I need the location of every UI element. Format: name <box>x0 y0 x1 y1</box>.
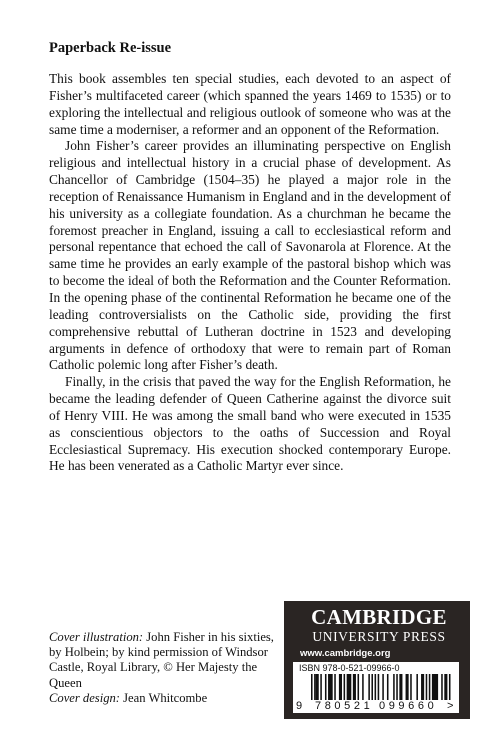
barcode-bar <box>375 674 377 700</box>
heading: Paperback Re-issue <box>49 40 172 56</box>
cover-credits <box>49 630 275 706</box>
barcode-bar <box>311 674 313 700</box>
paragraph-finally: Finally, in the crisis that paved the way for the English Reformation, he became the leading defender of Queen Catherine against the divorce suit of Henry VIII. He was among the small band who were executed in 1535 as conscientious objectors to the oaths of Succession and Royal Ecclesiastical Supremacy. His execution shocked contemporary Europe. He has been venerated as a Catholic Martyr ever since. <box>49 374 451 474</box>
barcode-bar <box>396 674 398 700</box>
barcode-digits-left: 780521 <box>315 700 374 712</box>
cover-illustration-label: Cover illustration: <box>49 630 144 644</box>
barcode-arrow: > <box>447 700 454 712</box>
cover-illustration-text: John Fisher in his sixties, by Holbein; by kind permission of Windsor Castle, Royal Library, © Her Majesty the Queen <box>49 630 274 690</box>
isbn-text: ISBN 978-0-521-09966-0 <box>299 663 400 673</box>
cover-illustration-credit <box>49 630 275 691</box>
barcode-bar <box>426 674 428 700</box>
barcode-bar <box>371 674 373 700</box>
barcode-bar <box>432 674 438 700</box>
barcode-bar <box>316 674 319 700</box>
barcode-bar <box>421 674 424 700</box>
barcode-bar <box>368 674 370 700</box>
barcode-bar <box>382 674 384 700</box>
paragraph-career: John Fisher’s career provides an illuminating perspective on English religious and intellectual history in a crucial phase of development. As Chancellor of Cambridge (1504–35) he played a major role in the reception of Renaissance Humanism in England and in the development of his university as a collegiate foundation. As a churchman he became the foremost preacher in England, issuing a call to ecclesiastical reform and personal repentance that echoed the call of Savonarola at Florence. At the same time he provides an early example of the pastoral bishop which was to become the ideal of both the Reformation and the Counter Reformation. In the opening phase of the continental Reformation he became one of the leading controversialists on the Catholic side, providing the first comprehensive rebuttal of Lutheran doctrine in 1523 and developing arguments in defence of orthodoxy that were to remain part of Roman Catholic polemic long after Fisher’s death. <box>49 138 451 373</box>
barcode-bar <box>325 674 327 700</box>
paragraph-intro: This book assembles ten special studies, each devoted to an aspect of Fisher’s multifaceted career (which spanned the years 1469 to 1535) or to exploring the intellectual and religious outlook of someone who was at the same time a moderniser, a reformer and an opponent of the Reformation. <box>49 71 451 137</box>
barcode-bar <box>399 674 402 700</box>
publisher-box <box>284 601 470 719</box>
barcode-bar <box>393 674 395 700</box>
barcode-area <box>293 662 459 713</box>
barcode-bar <box>387 674 389 700</box>
barcode-bar <box>334 674 336 700</box>
blurb <box>49 71 451 475</box>
cover-design-text: Jean Whitcombe <box>120 690 208 705</box>
publisher-name: CAMBRIDGE <box>311 605 447 629</box>
barcode-bar <box>429 674 431 700</box>
barcode-bar <box>410 674 412 700</box>
barcode-bar <box>358 674 360 700</box>
cover-design-label: Cover design: <box>49 690 120 705</box>
barcode-bar <box>449 674 451 700</box>
barcode-bar <box>314 674 316 700</box>
barcode-digits-right: 099660 <box>379 700 438 712</box>
barcode-digit-first: 9 <box>296 700 303 712</box>
barcode-bar <box>406 674 409 700</box>
barcode-bar <box>378 674 380 700</box>
barcode-bar <box>328 674 333 700</box>
barcode-bar <box>320 674 322 700</box>
barcode-bar <box>441 674 443 700</box>
publisher-subtitle: UNIVERSITY PRESS <box>312 629 446 644</box>
cover-design-credit <box>49 691 275 706</box>
barcode-bar <box>353 674 356 700</box>
barcode-bar <box>347 674 352 700</box>
barcode-bar <box>339 674 342 700</box>
barcode-bar <box>344 674 346 700</box>
barcode-bar <box>416 674 418 700</box>
barcode-bar <box>362 674 364 700</box>
publisher-url: www.cambridge.org <box>300 648 391 659</box>
barcode-bar <box>444 674 447 700</box>
